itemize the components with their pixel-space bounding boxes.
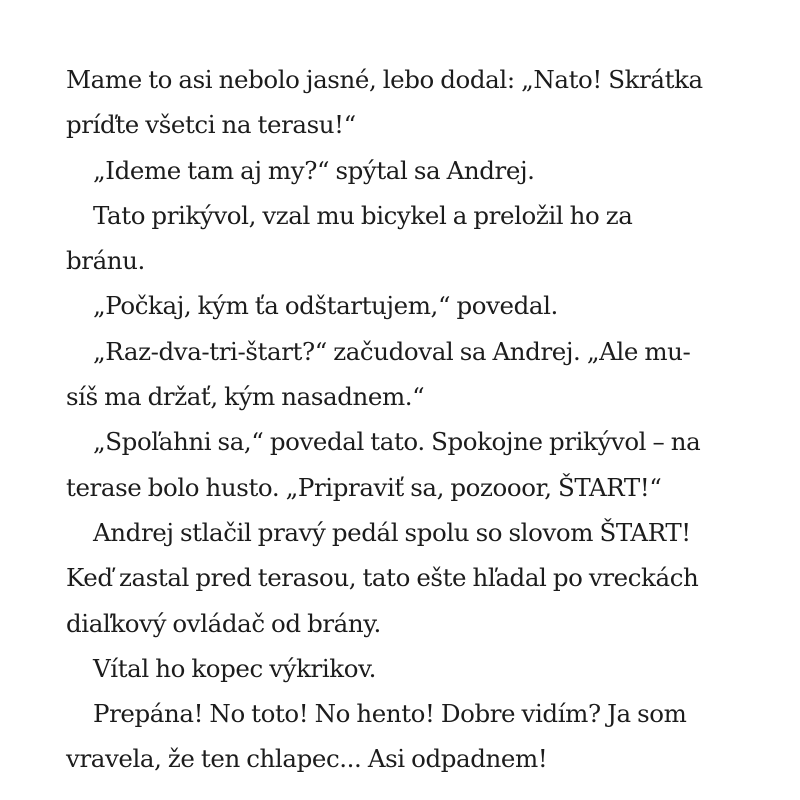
text-line: terase bolo husto. „Pripraviť sa, pozooor, ŠTART!“ — [66, 472, 662, 502]
text-line: príďte všetci na terasu!“ — [66, 110, 356, 140]
text-line: síš ma držať, kým nasadnem.“ — [66, 382, 425, 412]
text-line: bránu. — [66, 246, 145, 276]
text-line: „Raz-dva-tri-štart?“ začudoval sa Andrej. „Ale mu- — [93, 336, 691, 366]
text-line: Keď zastal pred terasou, tato ešte hľadal po vreckách — [66, 563, 699, 593]
text-line: „Počkaj, kým ťa odštartujem,“ povedal. — [93, 291, 558, 321]
text-line: diaľkový ovládač od brány. — [66, 608, 381, 638]
text-line: Prepána! No toto! No hento! Dobre vidím? Ja som — [93, 699, 687, 729]
text-line: „Ideme tam aj my?“ spýtal sa Andrej. — [93, 155, 535, 185]
text-line: Vítal ho kopec výkrikov. — [93, 653, 377, 683]
text-line: vravela, že ten chlapec... Asi odpadnem! — [66, 744, 548, 774]
text-line: Tato prikývol, vzal mu bicykel a preložil ho za — [93, 200, 633, 230]
text-line: Mame to asi nebolo jasné, lebo dodal: „Nato! Skrátka — [66, 65, 703, 94]
text-line: „Spoľahni sa,“ povedal tato. Spokojne prikývol – na — [93, 427, 701, 457]
text-line: Andrej stlačil pravý pedál spolu so slovom ŠTART! — [93, 517, 691, 547]
